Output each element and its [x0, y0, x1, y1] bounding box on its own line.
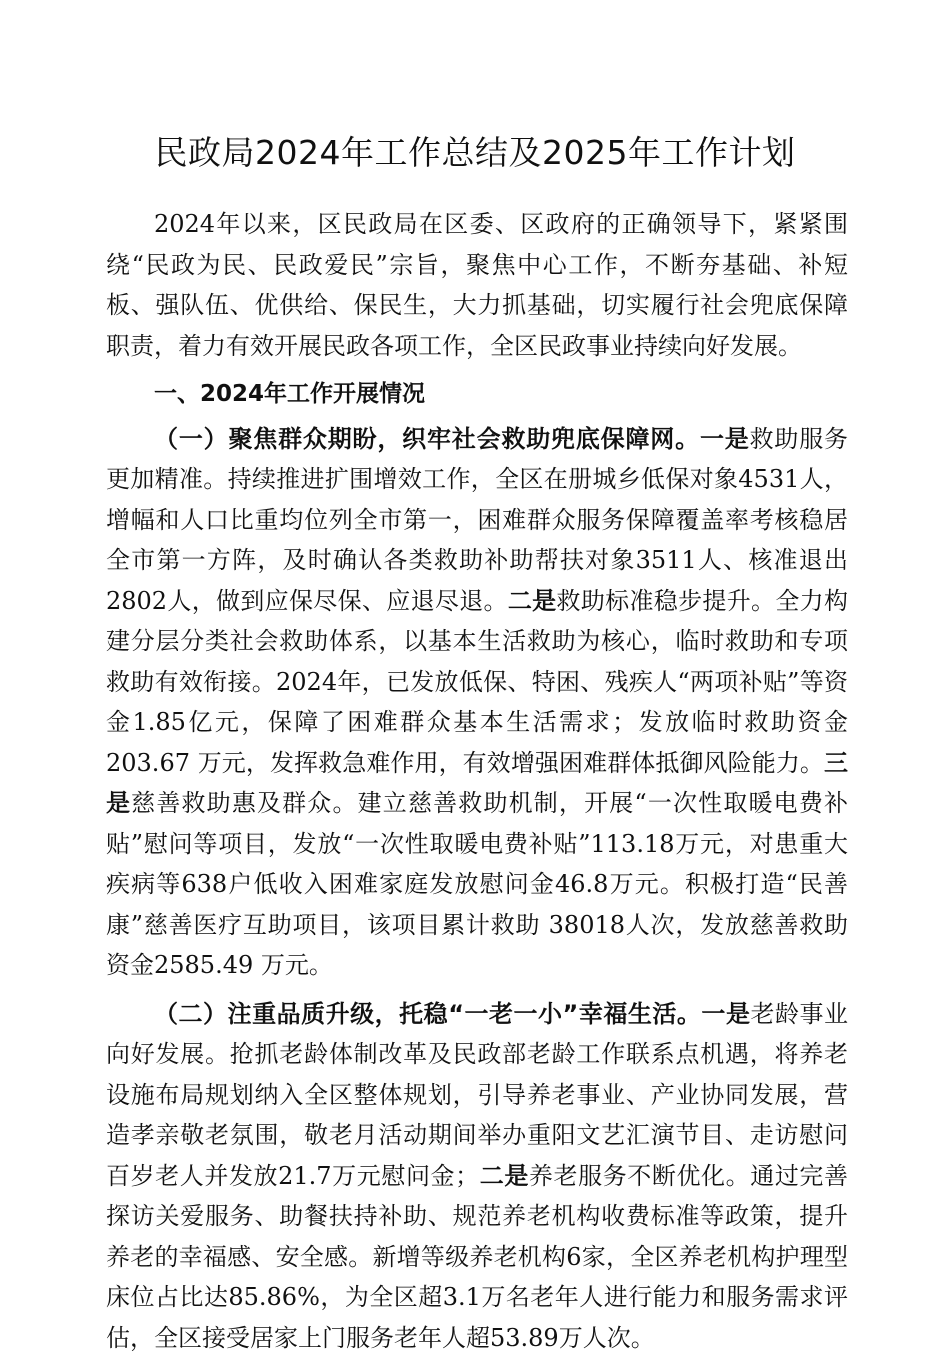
document-title: 民政局2024年工作总结及2025年工作计划: [0, 128, 950, 178]
part1-text1: 救助服务更加精准。持续推进扩围增效工作，全区在册城乡低保对象4531人，增幅和人口比重均位列全市第一，困难群众服务保障覆盖率考核稳居全市第一方阵，及时确认各类救助补助帮扶对象3511人、核准退出2802人，做到应保尽保、应退尽退。: [106, 425, 848, 615]
part2-text1: 老龄事业向好发展。抢抓老龄体制改革及民政部老龄工作联系点机遇，将养老设施布局规划纳入全区整体规划，引导养老事业、产业协同发展，营造孝亲敬老氛围，敬老月活动期间举办重阳文艺汇演节目、走访慰问百岁老人并发放21.7万元慰问金；: [106, 1000, 848, 1190]
part2-lead2: 二是: [479, 1162, 529, 1190]
intro-paragraph: 2024年以来，区民政局在区委、区政府的正确领导下，紧紧围绕“民政为民、民政爱民”宗旨，聚焦中心工作，不断夯基础、补短板、强队伍、优供给、保民生，大力抓基础，切实履行社会兜底保障职责，着力有效开展民政各项工作，全区民政事业持续向好发展。: [106, 204, 848, 366]
part2-heading: （二）注重品质升级，托稳“一老一小”幸福生活。: [154, 1000, 701, 1028]
part1-lead3: 三是: [106, 749, 848, 818]
part1-text3: 慈善救助惠及群众。建立慈善救助机制，开展“一次性取暖电费补贴”慰问等项目，发放“一次性取暖电费补贴”113.18万元，对患重大疾病等638户低收入困难家庭发放慰问金46.8万元。积极打造“民善康”慈善医疗互助项目，该项目累计救助 38018人次，发放慈善救助资金2585.49 万元。: [106, 789, 848, 979]
part1-paragraph: [106, 419, 848, 986]
part1-lead2: 二是: [508, 587, 557, 615]
part1-text2: 救助标准稳步提升。全力构建分层分类社会救助体系，以基本生活救助为核心，临时救助和专项救助有效衔接。2024年，已发放低保、特困、残疾人“两项补贴”等资金1.85亿元，保障了困难群众基本生活需求；发放临时救助资金203.67 万元，发挥救急难作用，有效增强困难群体抵御风险能力。: [106, 587, 848, 777]
part2-text2: 养老服务不断优化。通过完善探访关爱服务、助餐扶持补助、规范养老机构收费标准等政策，提升养老的幸福感、安全感。新增等级养老机构6家，全区养老机构护理型床位占比达85.86%，为全区超3.1万名老年人进行能力和服务需求评估，全区接受居家上门服务老年人超53.89万人次。: [106, 1162, 848, 1352]
part2-lead1: 一是: [701, 1000, 750, 1028]
part1-heading: （一）聚焦群众期盼，织牢社会救助兜底保障网。: [154, 425, 700, 453]
document-body: [106, 204, 848, 1358]
section-heading: 一、2024年工作开展情况: [106, 374, 848, 415]
part2-paragraph: [106, 994, 848, 1358]
part1-lead1: 一是: [700, 425, 750, 453]
